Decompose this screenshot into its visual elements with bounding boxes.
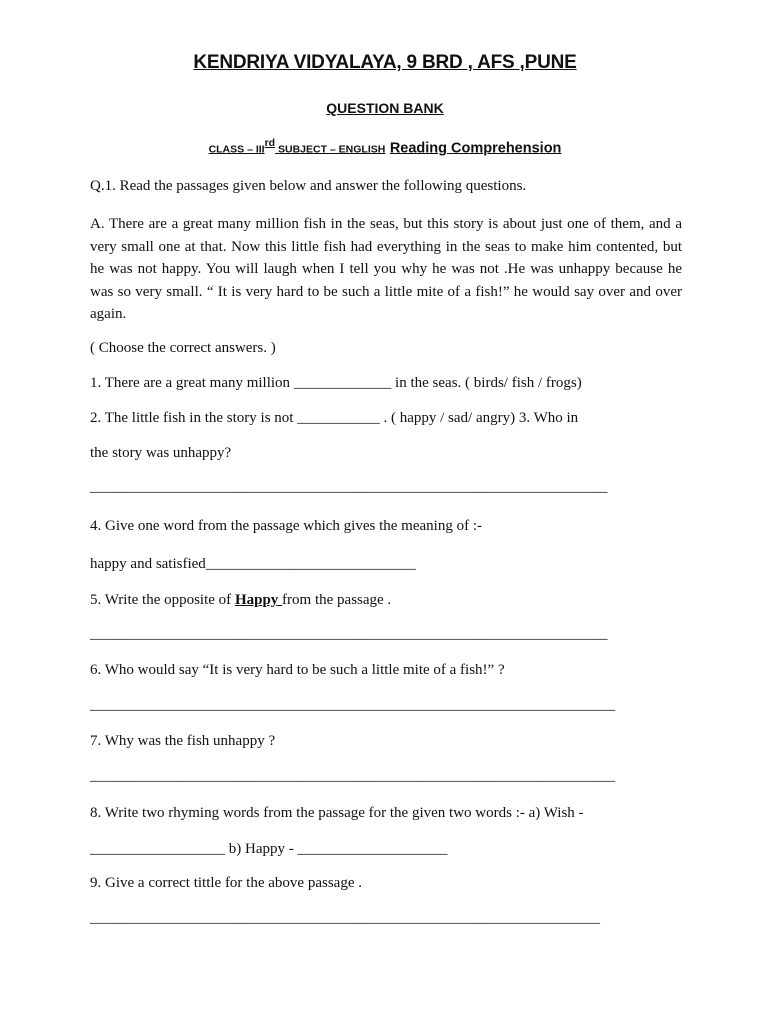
school-title: KENDRIYA VIDYALAYA, 9 BRD , AFS ,PUNE — [193, 52, 577, 73]
question-3: the story was unhappy? — [90, 445, 232, 461]
class-subject-line — [0, 137, 770, 157]
answer-blank-3: _____________________________________________________________________ — [90, 479, 608, 495]
question-4: 4. Give one word from the passage which gives the meaning of :- — [90, 518, 482, 534]
answer-blank-9: ____________________________________________________________________ — [90, 910, 600, 926]
instruction-text: ( Choose the correct answers. ) — [90, 340, 276, 356]
topic-label: Reading Comprehension — [389, 140, 562, 157]
question-5 — [90, 592, 391, 609]
answer-blank-5: _____________________________________________________________________ — [90, 626, 608, 642]
answer-blank-6: ______________________________________________________________________ — [90, 697, 615, 713]
doc-type-heading: QUESTION BANK — [326, 100, 444, 116]
question-1: 1. There are a great many million _____________ in the seas. ( birds/ fish / frogs) — [90, 375, 582, 391]
class-label: CLASS – III — [208, 143, 265, 156]
answer-blank-4: happy and satisfied____________________________ — [90, 556, 416, 572]
question-7: 7. Why was the fish unhappy ? — [90, 733, 276, 749]
question-5-keyword: Happy — [234, 592, 283, 608]
question-9: 9. Give a correct tittle for the above passage . — [90, 875, 362, 891]
answer-blank-7: ______________________________________________________________________ — [90, 768, 615, 784]
question-8: 8. Write two rhyming words from the passage for the given two words :- a) Wish - — [90, 805, 584, 821]
answer-blank-8: __________________ b) Happy - ____________________ — [90, 841, 448, 857]
class-superscript: rd — [264, 137, 276, 149]
question-5-prefix: 5. Write the opposite of — [90, 592, 235, 608]
question-2: 2. The little fish in the story is not ___________ . ( happy / sad/ angry) 3. Who in — [90, 410, 579, 426]
passage-text: A. There are a great many million fish in the seas, but this story is about just one of them, and a very small one at that. Now this little fish had everything in the seas to make him contented, but he was not happy. You will laugh when I tell you why he was not .He was unhappy because he was so very small. “ It is very hard to be such a little mite of a fish!” he would say over and over again. — [90, 216, 682, 322]
question-5-suffix: from the passage . — [282, 592, 392, 608]
question-intro: Q.1. Read the passages given below and answer the following questions. — [90, 178, 527, 194]
question-6: 6. Who would say “It is very hard to be such a little mite of a fish!” ? — [90, 662, 505, 678]
subject-label: SUBJECT – ENGLISH — [275, 143, 386, 156]
